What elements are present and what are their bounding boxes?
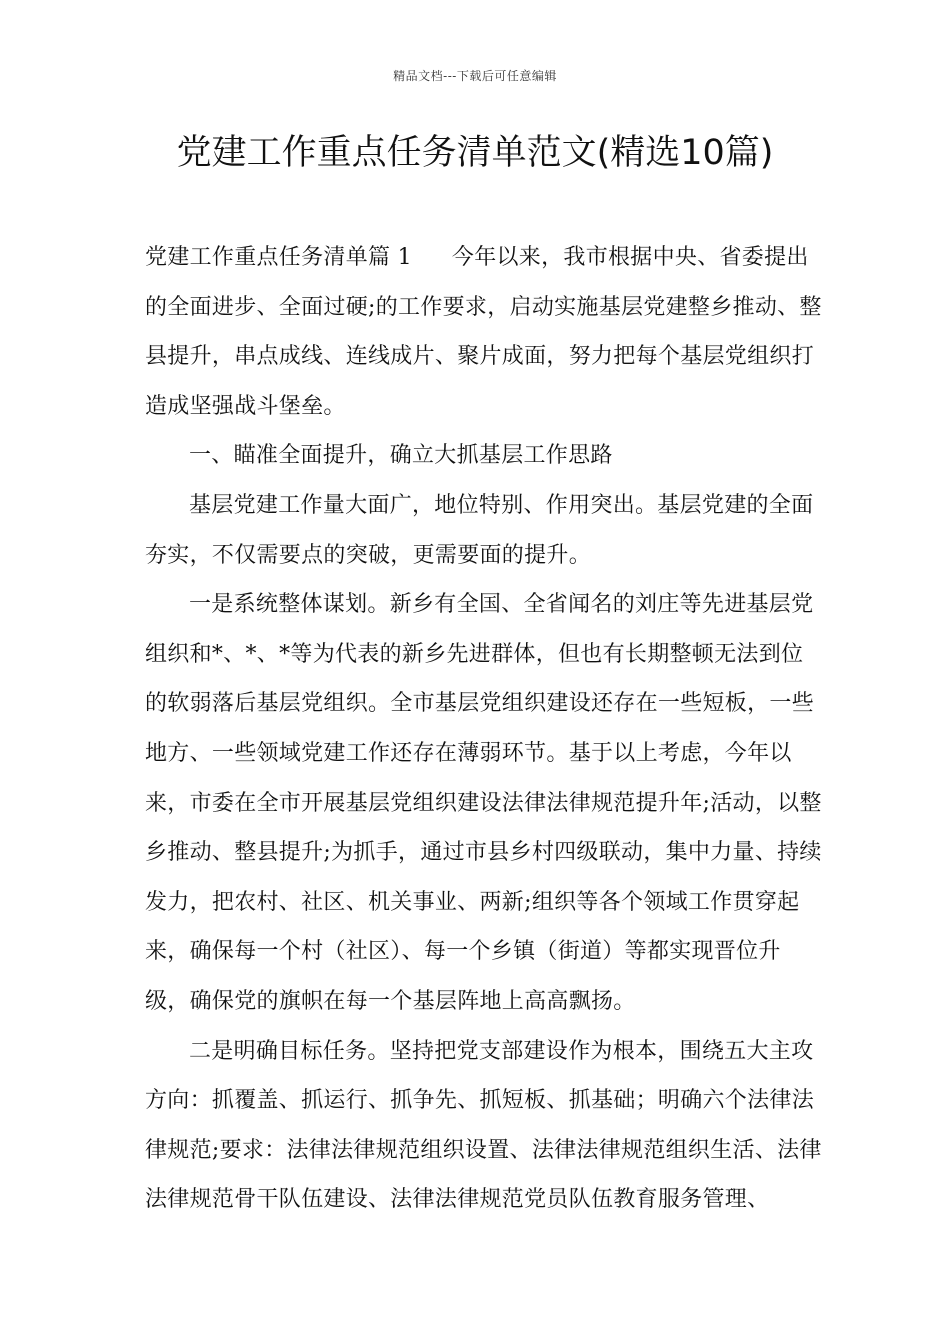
paragraph-intro [145, 233, 825, 431]
section-heading: 党建工作重点任务清单篇 1 [145, 245, 412, 270]
header-note: 精品文档---下载后可任意编辑 [393, 69, 557, 83]
paragraph-text: 一是系统整体谋划。新乡有全国、全省闻名的刘庄等先进基层党组织和*、*、*等为代表的新乡先进群体，但也有长期整顿无法到位的软弱落后基层党组织。全市基层党组织建设还存在一些短板，一些地方、一些领域党建工作还存在薄弱环节。基于以上考虑，今年以来，市委在全市开展基层党组织建设法律法律规范提升年;活动，以整乡推动、整县提升;为抓手，通过市县乡村四级联动，集中力量、持续发力，把农村、社区、机关事业、两新;组织等各个领域工作贯穿起来，确保每一个村（社区）、每一个乡镇（街道）等都实现晋位升级，确保党的旗帜在每一个基层阵地上高高飘扬。 [145, 592, 822, 1014]
paragraph-text: 今年以来，我市根据中央、省委提出的全面进步、全面过硬;的工作要求，启动实施基层党建整乡推动、整县提升，串点成线、连线成片、聚片成面，努力把每个基层党组织打造成坚强战斗堡垒。 [145, 245, 822, 419]
paragraph-text: 基层党建工作量大面广，地位特别、作用突出。基层党建的全面夯实，不仅需要点的突破，更需要面的提升。 [145, 492, 814, 568]
document-body [145, 233, 825, 1225]
paragraph-text: 二是明确目标任务。坚持把党支部建设作为根本，围绕五大主攻方向：抓覆盖、抓运行、抓争先、抓短板、抓基础；明确六个法律法律规范;要求：法律法律规范组织设置、法律法律规范组织生活、法律法律规范骨干队伍建设、法律法律规范党员队伍教育服务管理、 [145, 1038, 822, 1213]
paragraph-subheading: 一、瞄准全面提升，确立大抓基层工作思路 [189, 443, 613, 469]
document-title: 党建工作重点任务清单范文(精选10篇) [176, 133, 774, 173]
